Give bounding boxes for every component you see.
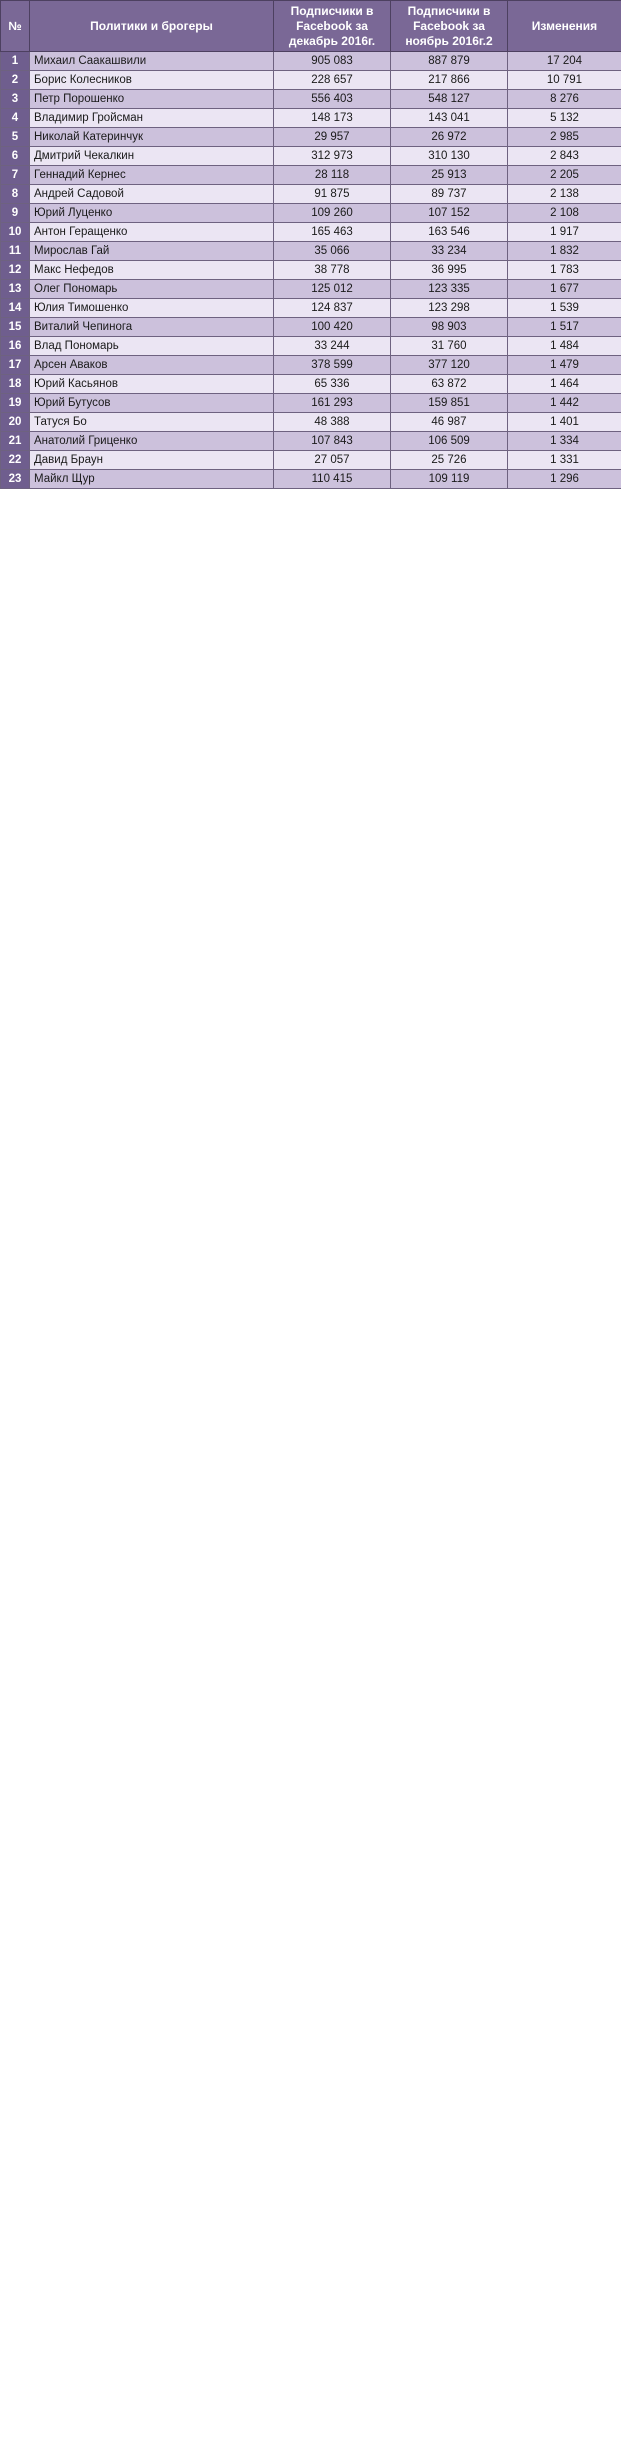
cell-num: 19 bbox=[1, 394, 30, 413]
cell-dec: 228 657 bbox=[274, 71, 391, 90]
cell-change: 1 539 bbox=[508, 299, 621, 318]
header-change: Изменения bbox=[508, 1, 621, 52]
table-row bbox=[1, 375, 621, 394]
cell-name: Борис Колесников bbox=[30, 71, 274, 90]
cell-nov: 159 851 bbox=[391, 394, 508, 413]
cell-nov: 377 120 bbox=[391, 356, 508, 375]
cell-dec: 29 957 bbox=[274, 128, 391, 147]
cell-change: 1 464 bbox=[508, 375, 621, 394]
cell-num: 5 bbox=[1, 128, 30, 147]
cell-name: Влад Пономарь bbox=[30, 337, 274, 356]
cell-name: Геннадий Кернес bbox=[30, 166, 274, 185]
cell-change: 1 783 bbox=[508, 261, 621, 280]
table-row bbox=[1, 432, 621, 451]
cell-nov: 548 127 bbox=[391, 90, 508, 109]
cell-change: 8 276 bbox=[508, 90, 621, 109]
cell-nov: 89 737 bbox=[391, 185, 508, 204]
cell-num: 1 bbox=[1, 52, 30, 71]
cell-num: 12 bbox=[1, 261, 30, 280]
cell-nov: 163 546 bbox=[391, 223, 508, 242]
cell-num: 17 bbox=[1, 356, 30, 375]
table-row bbox=[1, 470, 621, 489]
cell-nov: 36 995 bbox=[391, 261, 508, 280]
cell-nov: 31 760 bbox=[391, 337, 508, 356]
table-row bbox=[1, 394, 621, 413]
cell-dec: 33 244 bbox=[274, 337, 391, 356]
table-row bbox=[1, 128, 621, 147]
cell-num: 21 bbox=[1, 432, 30, 451]
cell-num: 9 bbox=[1, 204, 30, 223]
cell-num: 2 bbox=[1, 71, 30, 90]
cell-num: 20 bbox=[1, 413, 30, 432]
cell-num: 16 bbox=[1, 337, 30, 356]
table-row bbox=[1, 356, 621, 375]
table-row bbox=[1, 185, 621, 204]
table-row bbox=[1, 451, 621, 470]
cell-name: Майкл Щур bbox=[30, 470, 274, 489]
cell-dec: 109 260 bbox=[274, 204, 391, 223]
table-row bbox=[1, 109, 621, 128]
cell-nov: 106 509 bbox=[391, 432, 508, 451]
table-row bbox=[1, 280, 621, 299]
table-row bbox=[1, 261, 621, 280]
header-name: Политики и брогеры bbox=[30, 1, 274, 52]
cell-change: 1 832 bbox=[508, 242, 621, 261]
cell-name: Антон Геращенко bbox=[30, 223, 274, 242]
table-row bbox=[1, 52, 621, 71]
table-row bbox=[1, 166, 621, 185]
cell-change: 1 917 bbox=[508, 223, 621, 242]
cell-nov: 123 335 bbox=[391, 280, 508, 299]
cell-nov: 109 119 bbox=[391, 470, 508, 489]
cell-name: Владимир Гройсман bbox=[30, 109, 274, 128]
cell-name: Петр Порошенко bbox=[30, 90, 274, 109]
cell-dec: 165 463 bbox=[274, 223, 391, 242]
cell-name: Виталий Чепинога bbox=[30, 318, 274, 337]
cell-num: 7 bbox=[1, 166, 30, 185]
cell-name: Татуся Бо bbox=[30, 413, 274, 432]
cell-num: 11 bbox=[1, 242, 30, 261]
cell-name: Николай Катеринчук bbox=[30, 128, 274, 147]
cell-change: 2 205 bbox=[508, 166, 621, 185]
cell-name: Юрий Касьянов bbox=[30, 375, 274, 394]
cell-num: 4 bbox=[1, 109, 30, 128]
table-row bbox=[1, 413, 621, 432]
header-nov: Подписчики в Facebook за ноябрь 2016г.2 bbox=[391, 1, 508, 52]
cell-nov: 25 913 bbox=[391, 166, 508, 185]
cell-name: Давид Браун bbox=[30, 451, 274, 470]
cell-name: Анатолий Гриценко bbox=[30, 432, 274, 451]
cell-name: Юлия Тимошенко bbox=[30, 299, 274, 318]
table-row bbox=[1, 204, 621, 223]
cell-num: 22 bbox=[1, 451, 30, 470]
cell-dec: 110 415 bbox=[274, 470, 391, 489]
cell-change: 5 132 bbox=[508, 109, 621, 128]
cell-num: 8 bbox=[1, 185, 30, 204]
cell-dec: 125 012 bbox=[274, 280, 391, 299]
cell-dec: 35 066 bbox=[274, 242, 391, 261]
cell-dec: 312 973 bbox=[274, 147, 391, 166]
cell-num: 18 bbox=[1, 375, 30, 394]
cell-change: 1 296 bbox=[508, 470, 621, 489]
table-row bbox=[1, 71, 621, 90]
cell-change: 2 843 bbox=[508, 147, 621, 166]
cell-dec: 556 403 bbox=[274, 90, 391, 109]
table-row bbox=[1, 90, 621, 109]
cell-num: 14 bbox=[1, 299, 30, 318]
cell-nov: 107 152 bbox=[391, 204, 508, 223]
cell-name: Юрий Луценко bbox=[30, 204, 274, 223]
cell-change: 1 334 bbox=[508, 432, 621, 451]
cell-nov: 46 987 bbox=[391, 413, 508, 432]
subscribers-table bbox=[0, 0, 621, 489]
cell-name: Мирослав Гай bbox=[30, 242, 274, 261]
cell-dec: 91 875 bbox=[274, 185, 391, 204]
cell-num: 6 bbox=[1, 147, 30, 166]
cell-dec: 65 336 bbox=[274, 375, 391, 394]
cell-change: 2 108 bbox=[508, 204, 621, 223]
cell-num: 15 bbox=[1, 318, 30, 337]
cell-nov: 25 726 bbox=[391, 451, 508, 470]
cell-dec: 38 778 bbox=[274, 261, 391, 280]
cell-name: Юрий Бутусов bbox=[30, 394, 274, 413]
cell-nov: 98 903 bbox=[391, 318, 508, 337]
cell-name: Андрей Садовой bbox=[30, 185, 274, 204]
cell-dec: 48 388 bbox=[274, 413, 391, 432]
table-row bbox=[1, 337, 621, 356]
cell-change: 10 791 bbox=[508, 71, 621, 90]
cell-change: 1 484 bbox=[508, 337, 621, 356]
cell-dec: 27 057 bbox=[274, 451, 391, 470]
table-row bbox=[1, 147, 621, 166]
cell-change: 1 331 bbox=[508, 451, 621, 470]
cell-num: 3 bbox=[1, 90, 30, 109]
cell-nov: 26 972 bbox=[391, 128, 508, 147]
cell-dec: 905 083 bbox=[274, 52, 391, 71]
table-body bbox=[1, 52, 621, 489]
cell-num: 10 bbox=[1, 223, 30, 242]
cell-dec: 100 420 bbox=[274, 318, 391, 337]
cell-name: Олег Пономарь bbox=[30, 280, 274, 299]
cell-change: 1 479 bbox=[508, 356, 621, 375]
cell-dec: 148 173 bbox=[274, 109, 391, 128]
cell-change: 1 677 bbox=[508, 280, 621, 299]
cell-num: 23 bbox=[1, 470, 30, 489]
cell-change: 1 442 bbox=[508, 394, 621, 413]
cell-dec: 161 293 bbox=[274, 394, 391, 413]
cell-num: 13 bbox=[1, 280, 30, 299]
cell-change: 2 138 bbox=[508, 185, 621, 204]
cell-change: 17 204 bbox=[508, 52, 621, 71]
header-dec: Подписчики в Facebook за декабрь 2016г. bbox=[274, 1, 391, 52]
cell-dec: 378 599 bbox=[274, 356, 391, 375]
cell-nov: 33 234 bbox=[391, 242, 508, 261]
table-row bbox=[1, 242, 621, 261]
cell-change: 1 401 bbox=[508, 413, 621, 432]
table-row bbox=[1, 318, 621, 337]
table-row bbox=[1, 223, 621, 242]
cell-nov: 217 866 bbox=[391, 71, 508, 90]
cell-change: 1 517 bbox=[508, 318, 621, 337]
cell-name: Дмитрий Чекалкин bbox=[30, 147, 274, 166]
cell-nov: 143 041 bbox=[391, 109, 508, 128]
cell-dec: 28 118 bbox=[274, 166, 391, 185]
cell-name: Макс Нефедов bbox=[30, 261, 274, 280]
cell-nov: 310 130 bbox=[391, 147, 508, 166]
table-row bbox=[1, 299, 621, 318]
header-row bbox=[1, 1, 621, 52]
cell-nov: 887 879 bbox=[391, 52, 508, 71]
cell-name: Арсен Аваков bbox=[30, 356, 274, 375]
cell-dec: 124 837 bbox=[274, 299, 391, 318]
cell-change: 2 985 bbox=[508, 128, 621, 147]
cell-nov: 63 872 bbox=[391, 375, 508, 394]
cell-dec: 107 843 bbox=[274, 432, 391, 451]
header-num: № bbox=[1, 1, 30, 52]
cell-name: Михаил Саакашвили bbox=[30, 52, 274, 71]
cell-nov: 123 298 bbox=[391, 299, 508, 318]
